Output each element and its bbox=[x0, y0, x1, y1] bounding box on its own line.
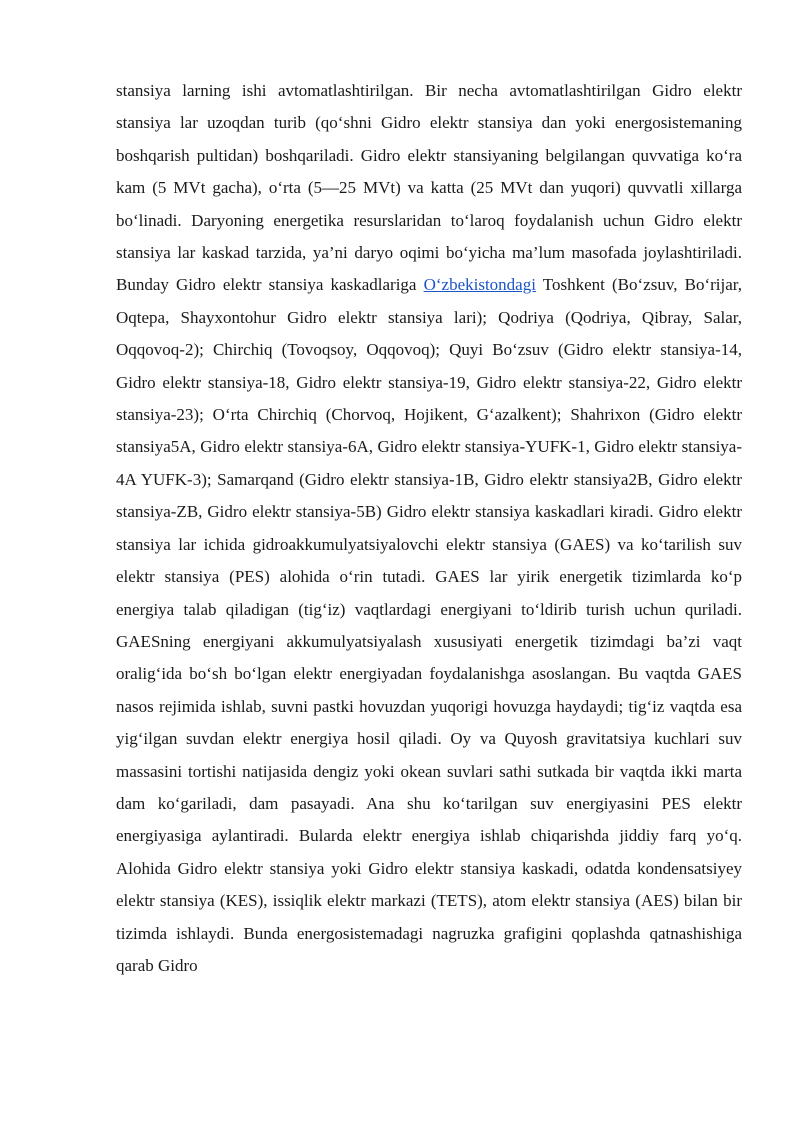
body-paragraph bbox=[116, 75, 742, 982]
paragraph-text-after-link: Toshkent (Bo‘zsuv, Bo‘rijar, Oqtepa, Shayxontohur Gidro elektr stansiya lari); Qodriya (Qodriya, Qibray, Salar, Oqqovoq-2); Chirchiq (Tovoqsoy, Oqqovoq); Quyi Bo‘zsuv (Gidro elektr stansiya-14, Gidro elektr stansiya-18, Gidro elektr stansiya-19, Gidro elektr stansiya-22, Gidro elektr stansiya-23); O‘rta Chirchiq (Chorvoq, Hojikent, G‘azalkent); Shahrixon (Gidro elektr stansiya5A, Gidro elektr stansiya-6A, Gidro elektr stansiya-YUFK-1, Gidro elektr stansiya-4A YUFK-3); Samarqand (Gidro elektr stansiya-1B, Gidro elektr stansiya2B, Gidro elektr stansiya-ZB, Gidro elektr stansiya-5B) Gidro elektr stansiya kaskadlari kiradi. Gidro elektr stansiya lar ichida gidroakkumulyatsiyalovchi elektr stansiya (GAES) va ko‘tarilish suv elektr stansiya (PES) alohida o‘rin tutadi. GAES lar yirik energetik tizimlarda ko‘p energiya talab qiladigan (tig‘iz) vaqtlardagi energiyani to‘ldirib turish uchun quriladi. GAESning energiyani akkumulyatsiyalash xususiyati energetik tizimdagi ba’zi vaqt oralig‘ida bo‘sh bo‘lgan elektr energiyadan foydalanishga asoslangan. Bu vaqtda GAES nasos rejimida ishlab, suvni pastki hovuzdan yuqorigi hovuzga haydaydi; tig‘iz vaqtda esa yig‘ilgan suvdan elektr energiya hosil qiladi. Oy va Quyosh gravitatsiya kuchlari suv massasini tortishi natijasida dengiz yoki okean suvlari sathi sutkada bir vaqtda ikki marta dam ko‘gariladi, dam pasayadi. Ana shu ko‘tarilgan suv energiyasini PES elektr energiyasiga aylantiradi. Bularda elektr energiya ishlab chiqarishda jiddiy farq yo‘q. Alohida Gidro elektr stansiya yoki Gidro elektr stansiya kaskadi, odatda kondensatsiyey elektr stansiya (KES), issiqlik elektr markazi (TETS), atom elektr stansiya (AES) bilan bir tizimda ishlaydi. Bunda energosistemadagi nagruzka grafigini qoplashda qatnashishiga qarab Gidro bbox=[116, 275, 742, 975]
uzbekistan-link[interactable]: O‘zbekistondagi bbox=[423, 275, 536, 295]
paragraph-text-before-link: stansiya larning ishi avtomatlashtirilgan. Bir necha avtomatlashtirilgan Gidro elektr stansiya lar uzoqdan turib (qo‘shni Gidro elektr stansiya dan yoki energosistemaning boshqarish pultidan) boshqariladi. Gidro elektr stansiyaning belgilangan quvvatiga ko‘ra kam (5 MVt gacha), o‘rta (5—25 MVt) va katta (25 MVt dan yuqori) quvvatli xillarga bo‘linadi. Daryoning energetika resurslaridan to‘laroq foydalanish uchun Gidro elektr stansiya lar kaskad tarzida, ya’ni daryo oqimi bo‘yicha ma’lum masofada joylashtiriladi. Bunday Gidro elektr stansiya kaskadlariga bbox=[116, 81, 742, 295]
